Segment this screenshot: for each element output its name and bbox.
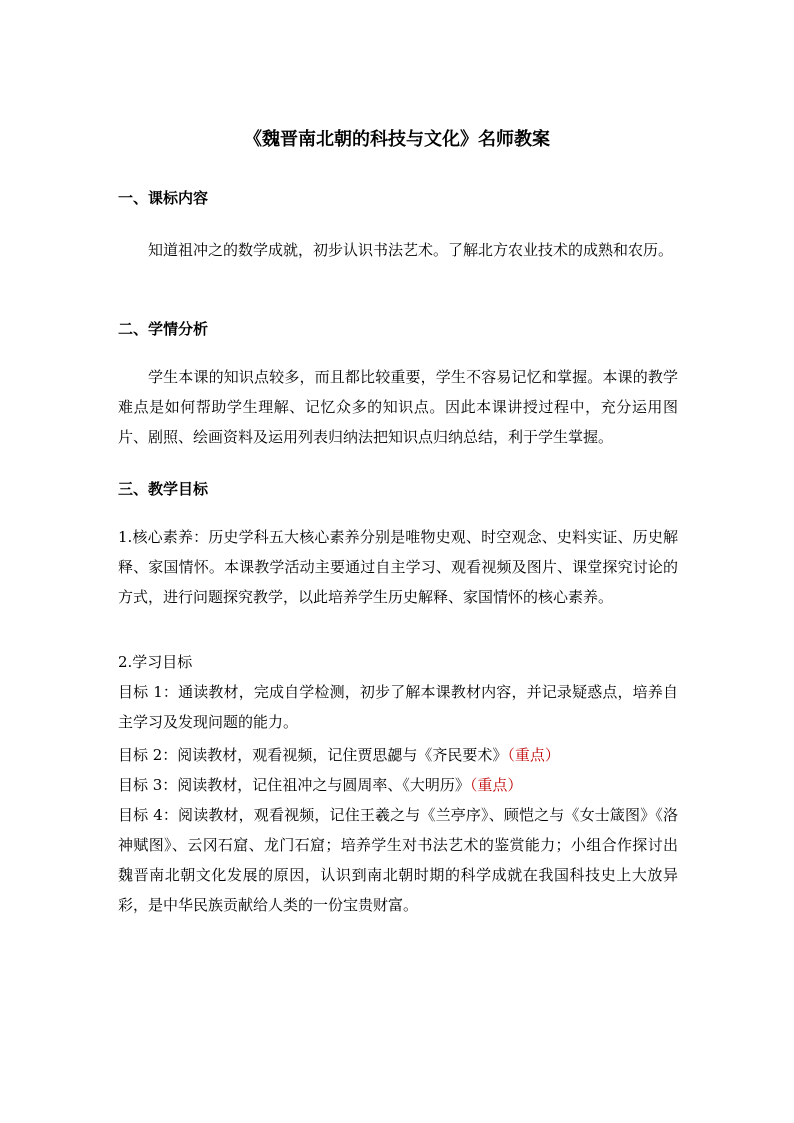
- document-title: 《魏晋南北朝的科技与文化》名师教案: [244, 129, 550, 150]
- goal-3-text: 目标 3：阅读教材，记住祖冲之与圆周率、《大明历》: [118, 776, 470, 794]
- curriculum-paragraph: 知道祖冲之的数学成就，初步认识书法艺术。了解北方农业技术的成熟和农历。: [148, 241, 674, 259]
- goal-1-paragraph: 目标 1：通读教材，完成自学检测，初步了解本课教材内容，并记录疑惑点，培养自主学习及发现问题的能力。: [118, 683, 678, 731]
- goal-4-paragraph: 目标 4：阅读教材，观看视频，记住王羲之与《兰亭序》、顾恺之与《女士箴图》《洛神赋图》、云冈石窟、龙门石窟；培养学生对书法艺术的鉴赏能力；小组合作探讨出魏晋南北朝文化发展的原因，认识到南北朝时期的科学成就在我国科技史上大放异彩，是中华民族贡献给人类的一份宝贵财富。: [118, 806, 678, 914]
- goal-2-line: [118, 740, 688, 770]
- section-heading-curriculum: 一、课标内容: [118, 189, 209, 207]
- section-heading-teaching-goals: 三、教学目标: [118, 480, 209, 498]
- goal-2-emphasis-mark: （重点）: [507, 746, 560, 764]
- core-literacy-paragraph: 1.核心素养：历史学科五大核心素养分别是唯物史观、时空观念、史料实证、历史解释、家国情怀。本课教学活动主要通过自主学习、观看视频及图片、课堂探究讨论的方式，进行问题探究教学，以此培养学生历史解释、家国情怀的核心素养。: [118, 528, 678, 606]
- learning-goals-label: 2.学习目标: [118, 653, 193, 671]
- goal-3-line: [118, 770, 688, 800]
- student-analysis-paragraph: 学生本课的知识点较多，而且都比较重要，学生不容易记忆和掌握。本课的教学难点是如何帮助学生理解、记忆众多的知识点。因此本课讲授过程中，充分运用图片、剧照、绘画资料及运用列表归纳法把知识点归纳总结，利于学生掌握。: [118, 368, 678, 446]
- goal-2-text: 目标 2：阅读教材，观看视频，记住贾思勰与《齐民要术》: [118, 746, 508, 764]
- section-heading-student-analysis: 二、学情分析: [118, 320, 209, 338]
- goal-3-emphasis-mark: （重点）: [469, 776, 523, 794]
